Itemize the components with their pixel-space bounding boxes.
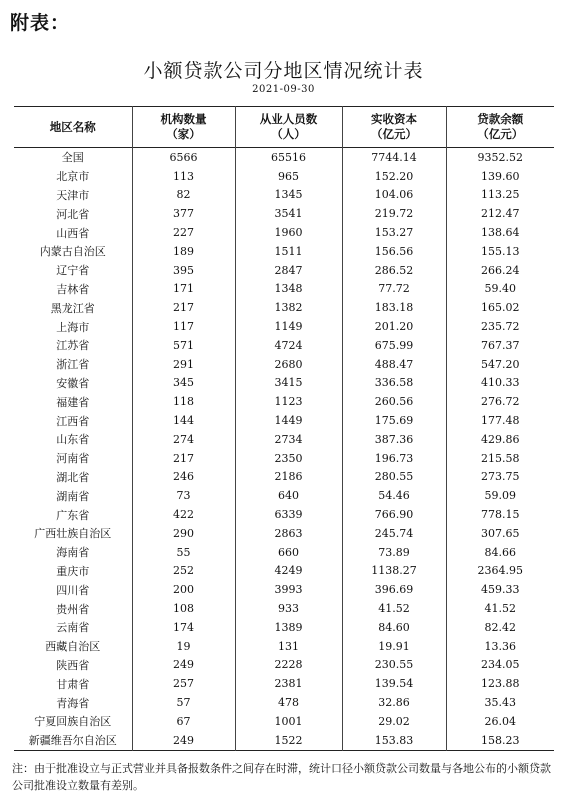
paid-in-capital-cell: 84.60 (342, 618, 446, 637)
table-row (14, 298, 554, 317)
region-cell: 山西省 (56, 226, 90, 240)
paid-in-capital-cell: 104.06 (342, 186, 446, 205)
table-row (14, 693, 554, 712)
institutions-cell: 377 (132, 204, 235, 223)
region-cell: 天津市 (56, 188, 90, 202)
loan-balance-cell: 235.72 (446, 317, 554, 336)
employees-cell: 1382 (235, 298, 342, 317)
loan-balance-cell: 35.43 (446, 693, 554, 712)
region-cell: 重庆市 (56, 564, 90, 578)
employees-cell: 2863 (235, 524, 342, 543)
institutions-cell: 189 (132, 242, 235, 261)
loan-balance-cell: 215.58 (446, 449, 554, 468)
institutions-cell: 249 (132, 656, 235, 675)
region-cell: 浙江省 (56, 358, 90, 372)
region-cell: 江西省 (56, 414, 90, 428)
paid-in-capital-cell: 766.90 (342, 505, 446, 524)
institutions-cell: 144 (132, 411, 235, 430)
paid-in-capital-cell: 336.58 (342, 374, 446, 393)
paid-in-capital-cell: 19.91 (342, 637, 446, 656)
institutions-cell: 55 (132, 543, 235, 562)
loan-balance-cell: 266.24 (446, 261, 554, 280)
loan-balance-cell: 123.88 (446, 674, 554, 693)
institutions-cell: 290 (132, 524, 235, 543)
paid-in-capital-cell: 152.20 (342, 167, 446, 186)
region-cell: 云南省 (56, 621, 90, 635)
table-row (14, 317, 554, 336)
footnote: 注：由于批准设立与正式营业并具备报数条件之间存在时滞，统计口径小额贷款公司数量与各地公布的小额贷款公司批准设立数量有差别。 (12, 762, 551, 792)
employees-cell: 2381 (235, 674, 342, 693)
region-cell: 甘肃省 (56, 677, 90, 691)
table-row (14, 731, 554, 750)
table-row (14, 430, 554, 449)
institutions-cell: 200 (132, 580, 235, 599)
loan-balance-cell: 177.48 (446, 411, 554, 430)
institutions-cell: 174 (132, 618, 235, 637)
region-cell: 内蒙古自治区 (39, 245, 106, 259)
table-row (14, 392, 554, 411)
institutions-cell: 113 (132, 167, 235, 186)
loan-balance-cell: 410.33 (446, 374, 554, 393)
paid-in-capital-cell: 201.20 (342, 317, 446, 336)
paid-in-capital-cell: 139.54 (342, 674, 446, 693)
employees-cell: 1348 (235, 280, 342, 299)
employees-cell: 6339 (235, 505, 342, 524)
table-row (14, 486, 554, 505)
employees-cell: 1449 (235, 411, 342, 430)
loan-balance-cell: 429.86 (446, 430, 554, 449)
table-header (14, 107, 554, 148)
employees-cell: 1149 (235, 317, 342, 336)
employees-cell: 965 (235, 167, 342, 186)
loan-balance-cell: 158.23 (446, 731, 554, 750)
institutions-cell: 108 (132, 599, 235, 618)
employees-cell: 1389 (235, 618, 342, 637)
paid-in-capital-cell: 54.46 (342, 486, 446, 505)
employees-cell: 2847 (235, 261, 342, 280)
paid-in-capital-cell: 77.72 (342, 280, 446, 299)
header-employees: 从业人员数 （人） (235, 107, 342, 148)
institutions-cell: 571 (132, 336, 235, 355)
employees-cell: 3541 (235, 204, 342, 223)
employees-cell: 478 (235, 693, 342, 712)
region-cell: 河南省 (56, 452, 90, 466)
paid-in-capital-cell: 196.73 (342, 449, 446, 468)
region-cell: 山东省 (56, 433, 90, 447)
loan-balance-cell: 9352.52 (446, 148, 554, 167)
table-row (14, 712, 554, 731)
table-row (14, 656, 554, 675)
region-cell: 新疆维吾尔自治区 (28, 734, 117, 748)
paid-in-capital-cell: 32.86 (342, 693, 446, 712)
employees-cell: 1960 (235, 223, 342, 242)
employees-cell: 1345 (235, 186, 342, 205)
institutions-cell: 227 (132, 223, 235, 242)
loan-balance-cell: 307.65 (446, 524, 554, 543)
employees-cell: 660 (235, 543, 342, 562)
table-row (14, 468, 554, 487)
header-region: 地区名称 (49, 119, 96, 134)
loan-balance-cell: 165.02 (446, 298, 554, 317)
employees-cell: 2734 (235, 430, 342, 449)
header-paid-in-capital: 实收资本 （亿元） (342, 107, 446, 148)
loan-balance-cell: 212.47 (446, 204, 554, 223)
table-row (14, 580, 554, 599)
region-cell: 贵州省 (56, 602, 90, 616)
paid-in-capital-cell: 387.36 (342, 430, 446, 449)
loan-balance-cell: 459.33 (446, 580, 554, 599)
table-row (14, 336, 554, 355)
employees-cell: 4249 (235, 562, 342, 581)
region-cell: 海南省 (56, 546, 90, 560)
loan-balance-cell: 547.20 (446, 355, 554, 374)
institutions-cell: 274 (132, 430, 235, 449)
header-institutions: 机构数量 （家） (132, 107, 235, 148)
table-row (14, 355, 554, 374)
paid-in-capital-cell: 396.69 (342, 580, 446, 599)
region-cell: 黑龙江省 (50, 301, 95, 315)
loan-balance-cell: 234.05 (446, 656, 554, 675)
table-row (14, 449, 554, 468)
region-cell: 福建省 (56, 395, 90, 409)
loan-balance-cell: 273.75 (446, 468, 554, 487)
employees-cell: 3993 (235, 580, 342, 599)
loan-balance-cell: 139.60 (446, 167, 554, 186)
institutions-cell: 171 (132, 280, 235, 299)
loan-balance-cell: 276.72 (446, 392, 554, 411)
paid-in-capital-cell: 260.56 (342, 392, 446, 411)
institutions-cell: 422 (132, 505, 235, 524)
paid-in-capital-cell: 488.47 (342, 355, 446, 374)
employees-cell: 4724 (235, 336, 342, 355)
paid-in-capital-cell: 1138.27 (342, 562, 446, 581)
loan-balance-cell: 113.25 (446, 186, 554, 205)
region-cell: 四川省 (56, 583, 90, 597)
employees-cell: 65516 (235, 148, 342, 167)
paid-in-capital-cell: 175.69 (342, 411, 446, 430)
employees-cell: 2186 (235, 468, 342, 487)
institutions-cell: 73 (132, 486, 235, 505)
table-row (14, 562, 554, 581)
table-row (14, 242, 554, 261)
paid-in-capital-cell: 183.18 (342, 298, 446, 317)
institutions-cell: 117 (132, 317, 235, 336)
table-row (14, 186, 554, 205)
table-row (14, 411, 554, 430)
paid-in-capital-cell: 230.55 (342, 656, 446, 675)
employees-cell: 131 (235, 637, 342, 656)
paid-in-capital-cell: 219.72 (342, 204, 446, 223)
employees-cell: 1001 (235, 712, 342, 731)
employees-cell: 3415 (235, 374, 342, 393)
paid-in-capital-cell: 280.55 (342, 468, 446, 487)
table-row (14, 618, 554, 637)
region-cell: 湖北省 (56, 470, 90, 484)
region-cell: 陕西省 (56, 658, 90, 672)
institutions-cell: 217 (132, 298, 235, 317)
header-row (14, 107, 554, 148)
loan-balance-cell: 13.36 (446, 637, 554, 656)
institutions-cell: 19 (132, 637, 235, 656)
table-row (14, 261, 554, 280)
institutions-cell: 67 (132, 712, 235, 731)
employees-cell: 1123 (235, 392, 342, 411)
paid-in-capital-cell: 153.27 (342, 223, 446, 242)
institutions-cell: 246 (132, 468, 235, 487)
loan-balance-cell: 26.04 (446, 712, 554, 731)
table-body (14, 148, 554, 751)
paid-in-capital-cell: 41.52 (342, 599, 446, 618)
paid-in-capital-cell: 7744.14 (342, 148, 446, 167)
loan-balance-cell: 59.09 (446, 486, 554, 505)
loan-balance-cell: 59.40 (446, 280, 554, 299)
region-cell: 吉林省 (56, 282, 90, 296)
table-row (14, 599, 554, 618)
table-row (14, 167, 554, 186)
appendix-heading: 附表： (10, 12, 71, 34)
region-cell: 北京市 (56, 170, 90, 184)
institutions-cell: 257 (132, 674, 235, 693)
region-cell: 湖南省 (56, 489, 90, 503)
region-cell: 全国 (61, 151, 84, 165)
employees-cell: 2680 (235, 355, 342, 374)
region-cell: 辽宁省 (56, 264, 90, 278)
table-row (14, 148, 554, 167)
loan-balance-cell: 2364.95 (446, 562, 554, 581)
loan-balance-cell: 778.15 (446, 505, 554, 524)
institutions-cell: 118 (132, 392, 235, 411)
statistics-table (14, 106, 554, 751)
employees-cell: 2350 (235, 449, 342, 468)
institutions-cell: 217 (132, 449, 235, 468)
paid-in-capital-cell: 675.99 (342, 336, 446, 355)
paid-in-capital-cell: 286.52 (342, 261, 446, 280)
region-cell: 西藏自治区 (45, 640, 101, 654)
region-cell: 宁夏回族自治区 (34, 715, 112, 729)
table-title: 小额贷款公司分地区情况统计表 (143, 60, 424, 82)
institutions-cell: 395 (132, 261, 235, 280)
loan-balance-cell: 41.52 (446, 599, 554, 618)
institutions-cell: 291 (132, 355, 235, 374)
region-cell: 广西壮族自治区 (34, 527, 112, 541)
report-date: 2021-09-30 (252, 84, 315, 95)
institutions-cell: 57 (132, 693, 235, 712)
loan-balance-cell: 84.66 (446, 543, 554, 562)
paid-in-capital-cell: 29.02 (342, 712, 446, 731)
table-row (14, 280, 554, 299)
institutions-cell: 252 (132, 562, 235, 581)
table-row (14, 505, 554, 524)
employees-cell: 933 (235, 599, 342, 618)
institutions-cell: 249 (132, 731, 235, 750)
institutions-cell: 345 (132, 374, 235, 393)
table-row (14, 374, 554, 393)
region-cell: 江苏省 (56, 339, 90, 353)
employees-cell: 1511 (235, 242, 342, 261)
region-cell: 广东省 (56, 508, 90, 522)
region-cell: 青海省 (56, 696, 90, 710)
header-loan-balance: 贷款余额 （亿元） (446, 107, 554, 148)
table-row (14, 637, 554, 656)
paid-in-capital-cell: 156.56 (342, 242, 446, 261)
employees-cell: 640 (235, 486, 342, 505)
institutions-cell: 6566 (132, 148, 235, 167)
table-row (14, 223, 554, 242)
table-row (14, 674, 554, 693)
paid-in-capital-cell: 245.74 (342, 524, 446, 543)
institutions-cell: 82 (132, 186, 235, 205)
region-cell: 安徽省 (56, 376, 90, 390)
table-row (14, 543, 554, 562)
loan-balance-cell: 138.64 (446, 223, 554, 242)
paid-in-capital-cell: 73.89 (342, 543, 446, 562)
paid-in-capital-cell: 153.83 (342, 731, 446, 750)
table-row (14, 204, 554, 223)
employees-cell: 2228 (235, 656, 342, 675)
loan-balance-cell: 82.42 (446, 618, 554, 637)
employees-cell: 1522 (235, 731, 342, 750)
region-cell: 河北省 (56, 207, 90, 221)
loan-balance-cell: 767.37 (446, 336, 554, 355)
region-cell: 上海市 (56, 320, 90, 334)
table-row (14, 524, 554, 543)
loan-balance-cell: 155.13 (446, 242, 554, 261)
